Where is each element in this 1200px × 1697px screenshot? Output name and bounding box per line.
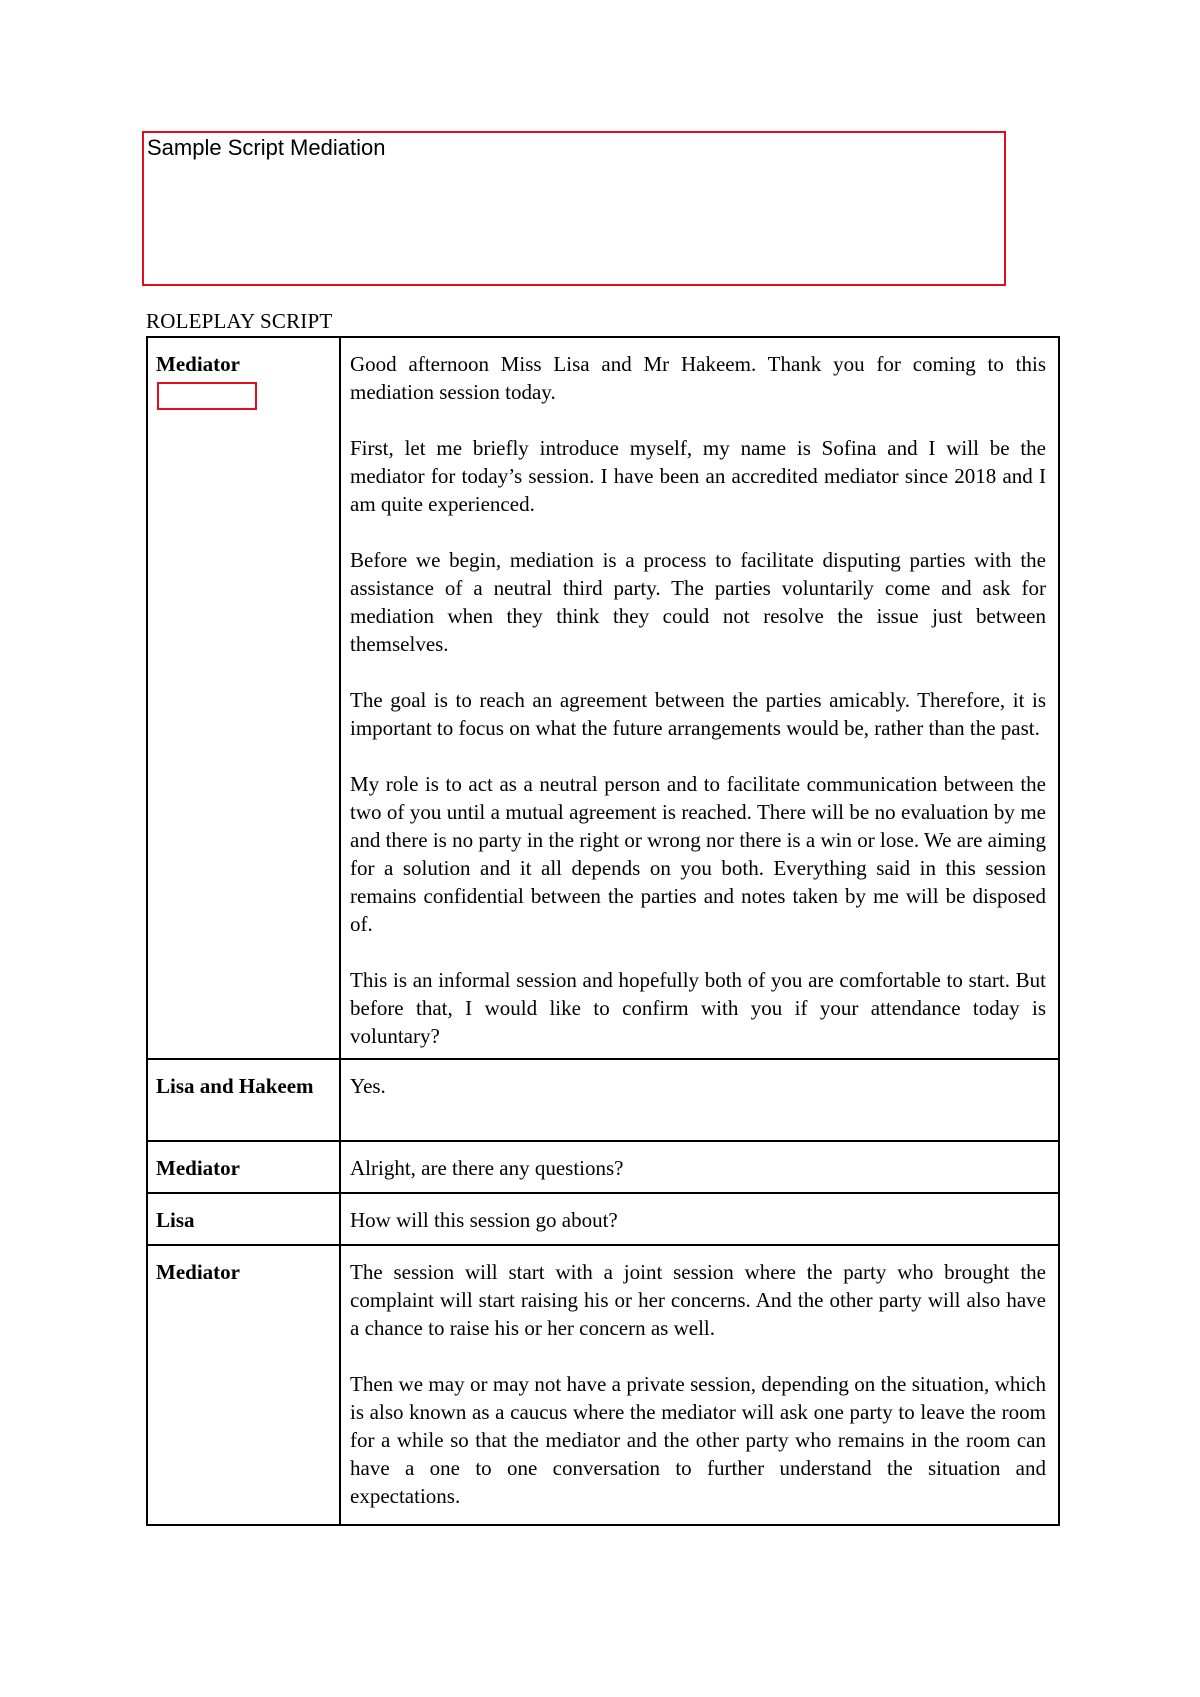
script-row <box>147 1059 1059 1141</box>
speech-paragraph: This is an informal session and hopefully both of you are comfortable to start. But before that, I would like to confirm with you if your attendance today is voluntary? <box>350 968 1046 1048</box>
speaker-cell <box>147 337 340 1059</box>
speech-paragraph: Then we may or may not have a private session, depending on the situation, which is also known as a caucus where the mediator will ask one party to leave the room for a while so that the mediator and the other party who remains in the room can have a one to one conversation to further understand the situation and expectations. <box>350 1372 1046 1508</box>
speaker-name: Mediator <box>156 1156 240 1180</box>
speech-paragraph: Good afternoon Miss Lisa and Mr Hakeem. Thank you for coming to this mediation session today. <box>350 352 1046 404</box>
speaker-cell <box>147 1193 340 1245</box>
speech-cell <box>340 1245 1059 1525</box>
speaker-highlight-box <box>157 382 257 410</box>
speech-cell <box>340 337 1059 1059</box>
speaker-cell <box>147 1141 340 1193</box>
speaker-name: Mediator <box>156 1260 240 1284</box>
roleplay-heading: ROLEPLAY SCRIPT <box>146 309 333 333</box>
script-row <box>147 1193 1059 1245</box>
speaker-name: Mediator <box>156 352 240 376</box>
speech-paragraph: The session will start with a joint session where the party who brought the complaint will start raising his or her concerns. And the other party will also have a chance to raise his or her concern as well. <box>350 1260 1046 1340</box>
speech-cell <box>340 1059 1059 1141</box>
speech-paragraph: Before we begin, mediation is a process to facilitate disputing parties with the assistance of a neutral third party. The parties voluntarily come and ask for mediation when they think they could not resolve the issue just between themselves. <box>350 548 1046 656</box>
speech-cell <box>340 1193 1059 1245</box>
script-row <box>147 337 1059 1059</box>
speech-paragraph: How will this session go about? <box>350 1208 618 1232</box>
speaker-name: Lisa <box>156 1208 195 1232</box>
speech-paragraph: My role is to act as a neutral person and to facilitate communication between the two of you until a mutual agreement is reached. There will be no evaluation by me and there is no party in the right or wrong nor there is a win or lose. We are aiming for a solution and it all depends on you both. Everything said in this session remains confidential between the parties and notes taken by me will be disposed of. <box>350 772 1046 936</box>
speaker-name: Lisa and Hakeem <box>156 1074 314 1098</box>
speech-cell <box>340 1141 1059 1193</box>
speaker-cell <box>147 1059 340 1141</box>
script-row <box>147 1245 1059 1525</box>
speech-paragraph: The goal is to reach an agreement between the parties amicably. Therefore, it is important to focus on what the future arrangements would be, rather than the past. <box>350 688 1046 740</box>
speech-paragraph: First, let me briefly introduce myself, my name is Sofina and I will be the mediator for today’s session. I have been an accredited mediator since 2018 and I am quite experienced. <box>350 436 1046 516</box>
speaker-cell <box>147 1245 340 1525</box>
speech-paragraph: Yes. <box>350 1074 386 1098</box>
title-highlight-box <box>142 131 1006 286</box>
script-row <box>147 1141 1059 1193</box>
script-table <box>146 336 1060 1526</box>
document-title: Sample Script Mediation <box>147 135 386 160</box>
speech-paragraph: Alright, are there any questions? <box>350 1156 624 1180</box>
